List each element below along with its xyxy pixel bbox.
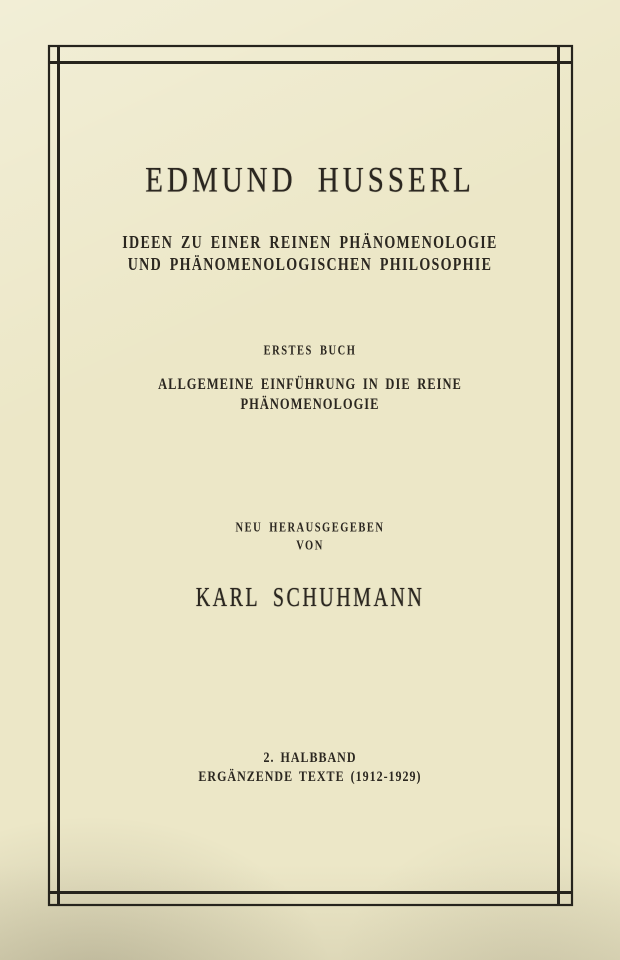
volume-subtitle: ERGÄNZENDE TEXTE (1912-1929) [198, 767, 422, 785]
subtitle-line-1: ALLGEMEINE EINFÜHRUNG IN DIE REINE [158, 374, 462, 394]
book-part-label: ERSTES BUCH [263, 344, 357, 359]
editor-name: KARL SCHUHMANN [195, 583, 425, 613]
volume-label: 2. HALBBAND [263, 748, 357, 766]
book-title-line-1: IDEEN ZU EINER REINEN PHÄNOMENOLOGIE [122, 233, 498, 254]
editor-intro-line-2: VON [296, 539, 324, 554]
author-name: EDMUND HUSSERL [145, 160, 475, 200]
book-title-line-2: UND PHÄNOMENOLOGISCHEN PHILOSOPHIE [127, 255, 493, 276]
subtitle-line-2: PHÄNOMENOLOGIE [240, 394, 380, 414]
editor-intro-line-1: NEU HERAUSGEGEBEN [235, 521, 385, 536]
